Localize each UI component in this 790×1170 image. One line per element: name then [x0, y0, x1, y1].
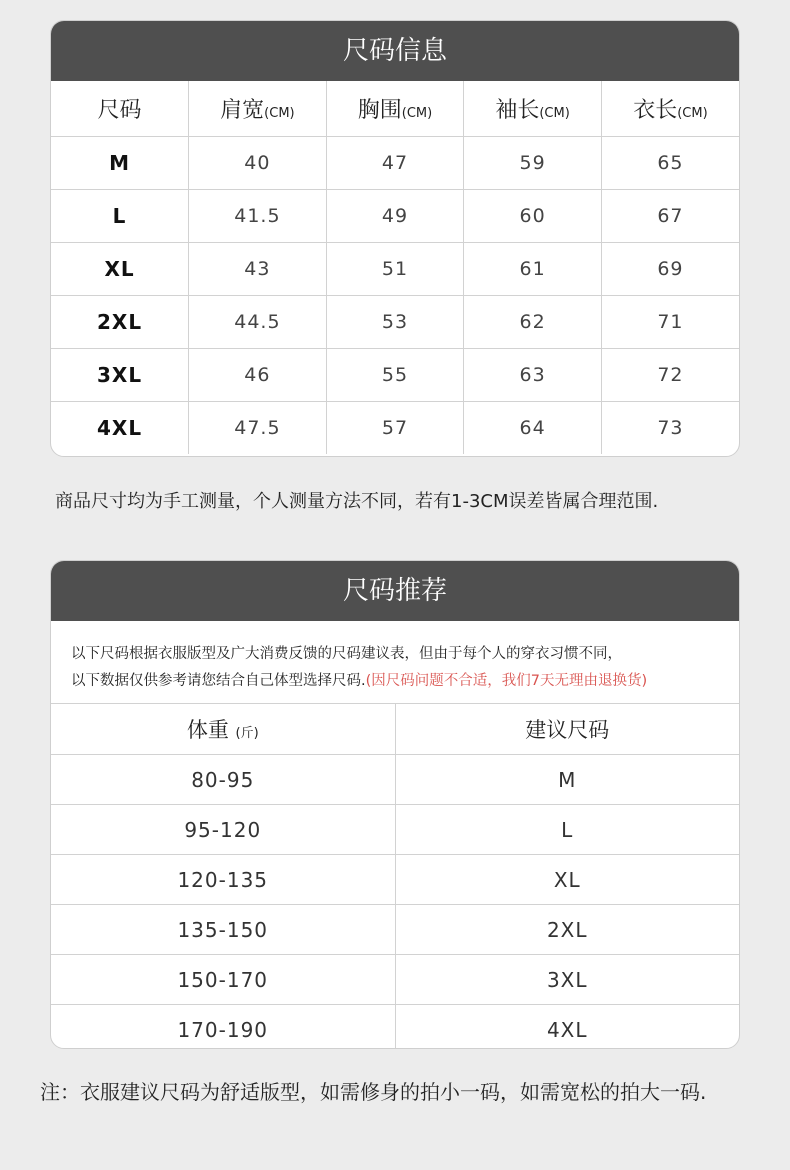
- intro-line-1: 以下尺码根据衣服版型及广大消费反馈的尺码建议表，但由于每个人的穿衣习惯不同，: [71, 646, 622, 662]
- length-cell: 71: [601, 296, 739, 349]
- size-cell: 3XL: [51, 349, 189, 402]
- chest-cell: 53: [326, 296, 464, 349]
- table-row: [51, 402, 739, 455]
- header-label: 建议尺码: [525, 718, 610, 742]
- size-cell: XL: [51, 243, 189, 296]
- length-cell: 73: [657, 417, 684, 439]
- header-label: 衣长: [633, 98, 678, 123]
- size-info-table: [51, 81, 739, 454]
- table-row: [51, 805, 739, 855]
- weight-cell: 80-95: [51, 755, 395, 805]
- sleeve-cell: 59: [464, 137, 602, 190]
- shoulder-cell: 47.5: [189, 402, 327, 455]
- table-row: [51, 190, 739, 243]
- sleeve-cell: 62: [464, 296, 602, 349]
- size-cell: 4XL: [51, 402, 189, 455]
- size-info-title: 尺码信息: [51, 21, 739, 81]
- header-label: 胸围: [357, 98, 402, 123]
- header-unit: (CM): [539, 106, 570, 121]
- size-cell: L: [51, 190, 189, 243]
- recommend-header-row: [51, 704, 739, 755]
- weight-cell: 150-170: [51, 955, 395, 1005]
- header-length: [601, 81, 739, 137]
- shoulder-cell: 44.5: [189, 296, 327, 349]
- size-info-header-row: [51, 81, 739, 137]
- chest-cell: 47: [326, 137, 464, 190]
- shoulder-cell: 43: [189, 243, 327, 296]
- length-cell: 67: [601, 190, 739, 243]
- table-row: [51, 243, 739, 296]
- table-row: [51, 137, 739, 190]
- intro-line-2: [71, 668, 739, 695]
- weight-cell: 170-190: [51, 1005, 395, 1050]
- header-sleeve: [464, 81, 602, 137]
- length-cell: 65: [601, 137, 739, 190]
- size-recommend-title: 尺码推荐: [51, 561, 739, 621]
- length-cell: 72: [601, 349, 739, 402]
- sleeve-cell: 63: [464, 349, 602, 402]
- shoulder-cell: 46: [189, 349, 327, 402]
- recommended-size-cell: 3XL: [395, 955, 739, 1005]
- shoulder-cell: 40: [189, 137, 327, 190]
- size-info-card: [50, 20, 740, 457]
- recommended-size-cell: L: [395, 805, 739, 855]
- table-row: [51, 1005, 739, 1050]
- recommend-intro: [51, 621, 739, 704]
- length-cell: 69: [601, 243, 739, 296]
- header-unit: (CM): [677, 106, 708, 121]
- intro-text: 以下数据仅供参考请您结合自己体型选择尺码.: [71, 673, 366, 689]
- size-cell: 2XL: [51, 296, 189, 349]
- sleeve-cell: 64: [464, 402, 602, 455]
- size-recommend-table: [51, 704, 739, 1049]
- header-label: 肩宽: [220, 98, 265, 123]
- header-label: 袖长: [495, 98, 540, 123]
- header-recommended-size: [395, 704, 739, 755]
- header-chest: [326, 81, 464, 137]
- recommended-size-cell: 4XL: [546, 1017, 588, 1042]
- header-label: 尺码: [97, 98, 142, 123]
- table-row: [51, 349, 739, 402]
- table-row: [51, 855, 739, 905]
- chest-cell: 57: [326, 402, 464, 455]
- chest-cell: 51: [326, 243, 464, 296]
- table-row: [51, 755, 739, 805]
- size-recommend-card: [50, 560, 740, 1049]
- chest-cell: 49: [326, 190, 464, 243]
- recommended-size-cell: XL: [395, 855, 739, 905]
- header-size: [51, 81, 189, 137]
- header-label: 体重: [186, 718, 229, 742]
- header-unit: (CM): [264, 106, 295, 121]
- weight-cell: 120-135: [51, 855, 395, 905]
- header-unit: (斤): [235, 726, 259, 741]
- weight-cell: 95-120: [51, 805, 395, 855]
- return-policy-text: (因尺码问题不合适，我们7天无理由退换货): [365, 673, 648, 689]
- shoulder-cell: 41.5: [189, 190, 327, 243]
- table-row: [51, 955, 739, 1005]
- recommended-size-cell: M: [395, 755, 739, 805]
- header-shoulder: [189, 81, 327, 137]
- fit-note: 注：衣服建议尺码为舒适版型，如需修身的拍小一码，如需宽松的拍大一码.: [40, 1080, 707, 1104]
- header-weight: [51, 704, 395, 755]
- recommended-size-cell: 2XL: [395, 905, 739, 955]
- sleeve-cell: 60: [464, 190, 602, 243]
- header-unit: (CM): [401, 106, 433, 121]
- chest-cell: 55: [326, 349, 464, 402]
- measurement-note: 商品尺寸均为手工测量，个人测量方法不同，若有1-3CM误差皆属合理范围.: [55, 491, 659, 512]
- weight-cell: 135-150: [51, 905, 395, 955]
- size-cell: M: [51, 137, 189, 190]
- table-row: [51, 905, 739, 955]
- sleeve-cell: 61: [464, 243, 602, 296]
- table-row: [51, 296, 739, 349]
